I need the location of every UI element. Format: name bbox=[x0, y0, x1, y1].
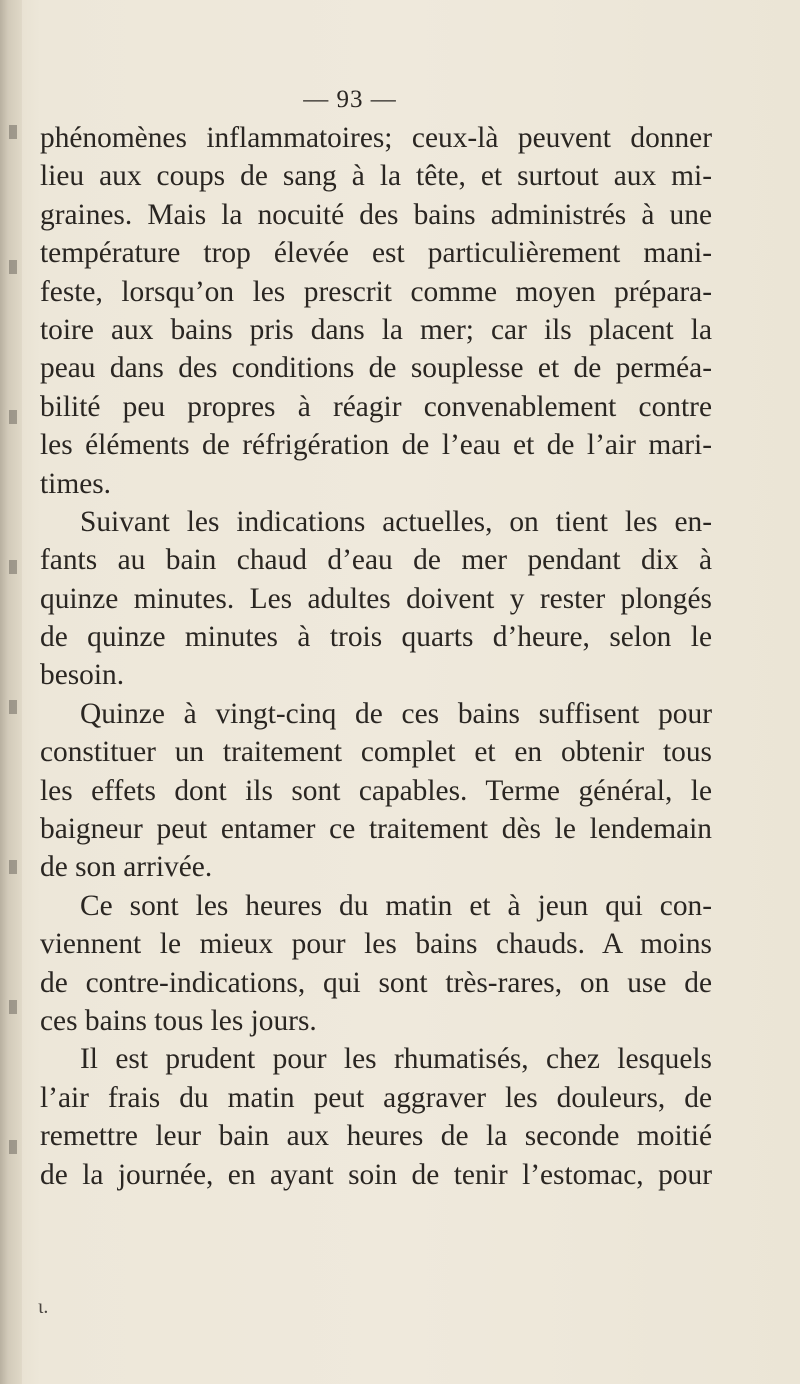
text-line: times. bbox=[40, 467, 112, 500]
gutter-mark bbox=[9, 410, 17, 424]
text-line: viennent le mieux pour les bains chauds. A moins bbox=[40, 928, 712, 961]
text-line: ces bains tous les jours. bbox=[40, 1004, 317, 1037]
page-number: — 93 — bbox=[303, 86, 397, 113]
text-line: besoin. bbox=[40, 659, 125, 692]
text-line: lieu aux coups de sang à la tête, et surtout aux mi- bbox=[40, 160, 712, 193]
gutter-mark bbox=[9, 560, 17, 574]
gutter-mark bbox=[9, 700, 17, 714]
gutter-mark bbox=[9, 125, 17, 139]
text-line: baigneur peut entamer ce traitement dès le lendemain bbox=[40, 813, 712, 846]
text-line: peau dans des conditions de souplesse et de perméa- bbox=[40, 352, 712, 385]
text-line: constituer un traitement complet et en obtenir tous bbox=[40, 736, 712, 769]
text-line: bilité peu propres à réagir convenablement contre bbox=[40, 390, 712, 423]
text-line: de quinze minutes à trois quarts d’heure, selon le bbox=[40, 621, 712, 654]
text-line: l’air frais du matin peut aggraver les douleurs, de bbox=[40, 1081, 712, 1114]
text-line: toire aux bains pris dans la mer; car ils placent la bbox=[40, 313, 712, 346]
text-line: de la journée, en ayant soin de tenir l’estomac, pour bbox=[40, 1158, 712, 1191]
text-line: phénomènes inflammatoires; ceux-là peuvent donner bbox=[40, 122, 712, 154]
text-line: Ce sont les heures du matin et à jeun qui con- bbox=[80, 889, 712, 922]
text-line: feste, lorsqu’on les prescrit comme moyen prépara- bbox=[40, 275, 712, 308]
text-line: les éléments de réfrigération de l’eau et de l’air mari- bbox=[40, 429, 712, 462]
page-gutter bbox=[0, 0, 22, 1384]
text-line: de contre-indications, qui sont très-rares, on use de bbox=[40, 966, 712, 999]
text-line: fants au bain chaud d’eau de mer pendant dix à bbox=[40, 544, 712, 577]
signature-mark: ι. bbox=[38, 1296, 49, 1318]
text-line: de son arrivée. bbox=[40, 851, 213, 884]
gutter-mark bbox=[9, 1000, 17, 1014]
gutter-mark bbox=[9, 1140, 17, 1154]
text-line: quinze minutes. Les adultes doivent y rester plongés bbox=[40, 582, 712, 615]
body-text bbox=[40, 119, 712, 1194]
text-line: Suivant les indications actuelles, on tient les en- bbox=[80, 505, 712, 538]
text-line: température trop élevée est particulièrement mani- bbox=[40, 237, 712, 270]
text-line: Quinze à vingt-cinq de ces bains suffisent pour bbox=[80, 697, 712, 730]
text-line: remettre leur bain aux heures de la seconde moitié bbox=[40, 1120, 712, 1153]
text-line: les effets dont ils sont capables. Terme général, le bbox=[40, 774, 712, 807]
gutter-mark bbox=[9, 860, 17, 874]
text-line: Il est prudent pour les rhumatisés, chez lesquels bbox=[80, 1043, 712, 1076]
gutter-mark bbox=[9, 260, 17, 274]
text-line: graines. Mais la nocuité des bains administrés à une bbox=[40, 198, 712, 231]
